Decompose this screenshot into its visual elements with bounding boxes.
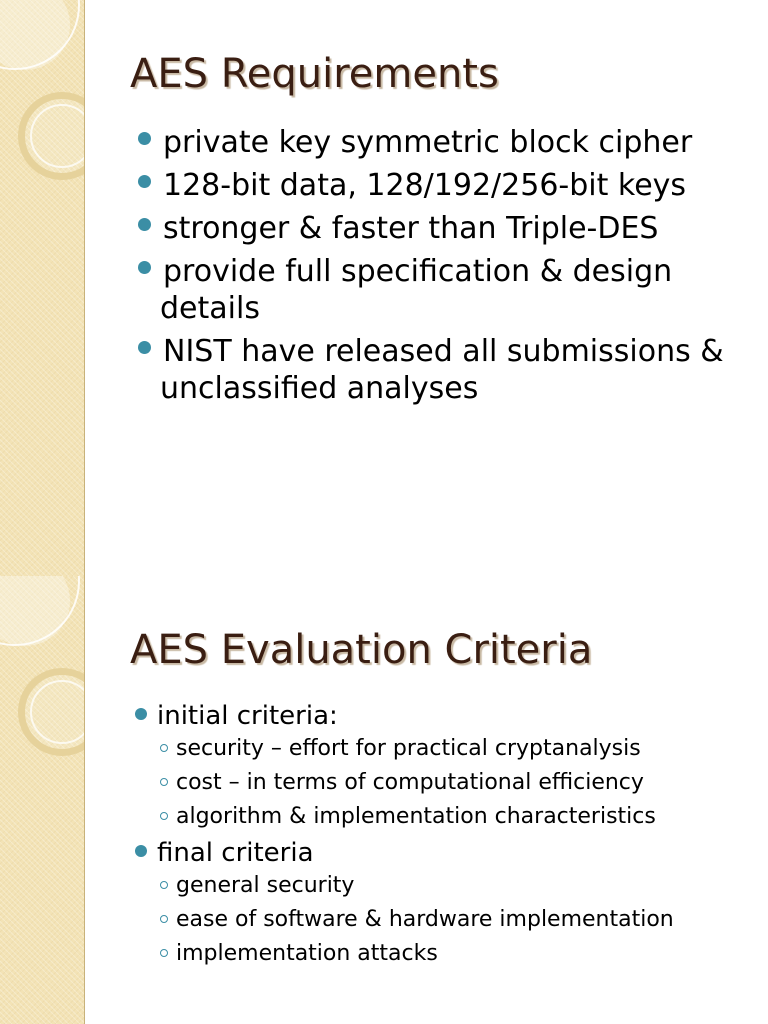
bullet-text: provide full specification & design details <box>160 254 673 326</box>
list-item <box>0 837 757 870</box>
sub-list-item <box>0 803 756 831</box>
bullet-icon <box>138 175 151 188</box>
sub-bullet-text: security – effort for practical cryptanalysis <box>176 736 641 761</box>
bullet-text: final criteria <box>157 838 314 868</box>
bullet-text: stronger & faster than Triple-DES <box>163 211 659 246</box>
sub-list-item <box>0 872 756 900</box>
list-item <box>0 167 750 204</box>
bullet-icon <box>138 218 151 231</box>
sub-bullet-text: cost – in terms of computational efficiency <box>176 770 644 795</box>
sub-bullet-icon <box>160 812 168 820</box>
slide-aes-evaluation-criteria <box>0 576 768 1024</box>
sub-bullet-icon <box>160 949 168 957</box>
bullet-list <box>0 124 750 413</box>
sub-bullet-icon <box>160 915 168 923</box>
sub-bullet-text: implementation attacks <box>176 941 438 966</box>
slide-title: AES Evaluation Criteria <box>130 627 593 673</box>
bullet-icon <box>135 708 147 720</box>
bullet-text: initial criteria: <box>157 701 338 731</box>
decorative-arc <box>0 576 80 646</box>
bullet-list <box>0 698 757 974</box>
bullet-text: NIST have released all submissions & unclassified analyses <box>160 334 724 406</box>
slide-title: AES Requirements <box>130 51 499 97</box>
bullet-text: 128-bit data, 128/192/256-bit keys <box>163 168 687 203</box>
sub-bullet-text: algorithm & implementation characteristics <box>176 804 656 829</box>
sub-bullet-icon <box>160 744 168 752</box>
bullet-icon <box>135 845 147 857</box>
list-item <box>0 210 750 247</box>
bullet-text: private key symmetric block cipher <box>163 125 693 160</box>
sub-bullet-icon <box>160 881 168 889</box>
sub-list-item <box>0 769 756 797</box>
sub-list-item <box>0 940 756 968</box>
list-item <box>0 253 750 327</box>
sub-bullet-icon <box>160 778 168 786</box>
list-item <box>0 700 757 733</box>
decorative-arc <box>0 0 80 70</box>
sub-bullet-text: general security <box>176 873 355 898</box>
sub-list-item <box>0 735 756 763</box>
sub-bullet-text: ease of software & hardware implementation <box>176 907 674 932</box>
bullet-icon <box>138 261 151 274</box>
sub-list-item <box>0 906 756 934</box>
bullet-icon <box>138 341 151 354</box>
list-item <box>0 333 750 407</box>
bullet-icon <box>138 132 151 145</box>
list-item <box>0 124 750 161</box>
